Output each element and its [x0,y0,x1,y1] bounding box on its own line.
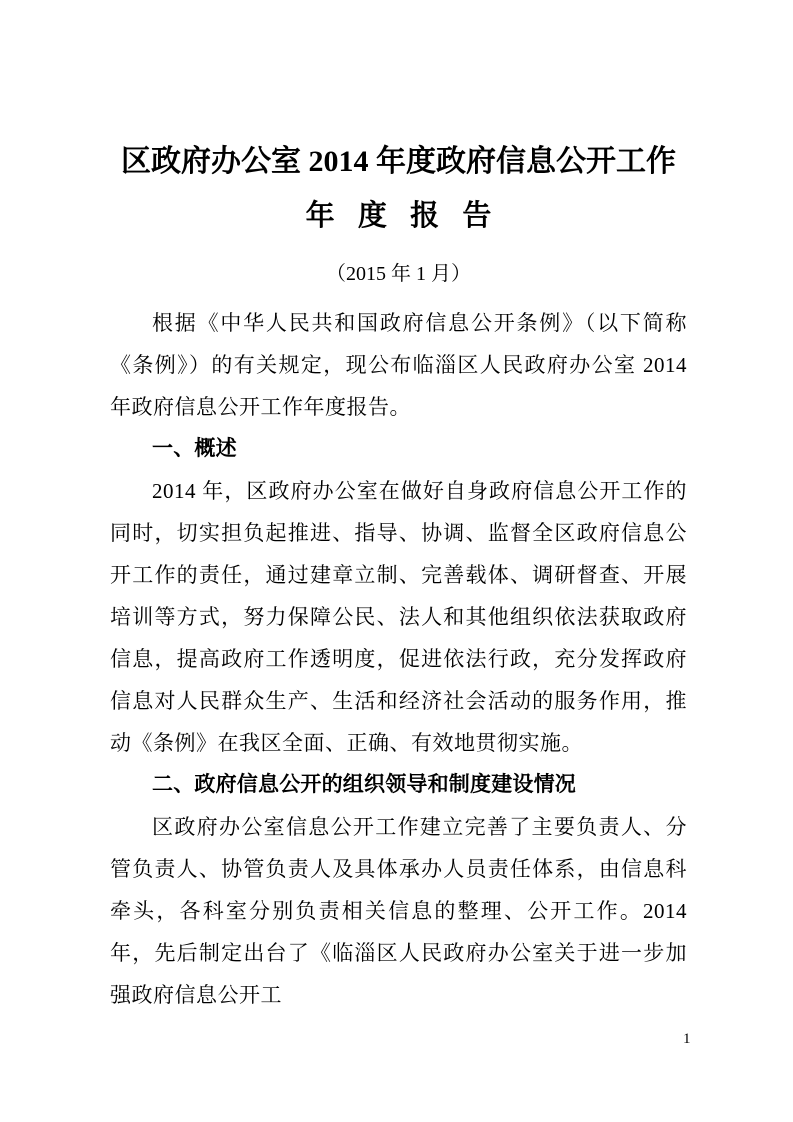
document-title: 区政府办公室 2014 年度政府信息公开工作 [121,145,676,178]
document-date: （2015 年 1 月） [326,262,471,285]
body-paragraph: 2014 年，区政府办公室在做好自身政府信息公开工作的同时，切实担负起推进、指导、协调、监督全区政府信息公开工作的责任，通过建章立制、完善载体、调研督查、开展培训等方式，努力保障公民、法人和其他组织依法获取政府信息，提高政府工作透明度，促进依法行政，充分发挥政府信息对人民群众生产、生活和经济社会活动的服务作用，推动《条例》在我区全面、正确、有效地贯彻实施。 [110,478,687,755]
body-paragraph: 根据《中华人民共和国政府信息公开条例》（以下简称《条例》）的有关规定，现公布临淄区人民政府办公室 2014 年政府信息公开工作年度报告。 [110,310,687,419]
section-heading: 二、政府信息公开的组织领导和制度建设情况 [152,772,576,796]
document-body [110,302,687,1016]
section-heading: 一、概述 [152,436,237,460]
page-number: 1 [683,1031,691,1047]
body-paragraph: 区政府办公室信息公开工作建立完善了主要负责人、分管负责人、协管负责人及具体承办人员责任体系，由信息科牵头，各科室分别负责相关信息的整理、公开工作。2014 年，先后制定出台了《临淄区人民政府办公室关于进一步加强政府信息公开工 [110,814,687,1007]
document-subtitle: 年 度 报 告 [305,200,492,232]
